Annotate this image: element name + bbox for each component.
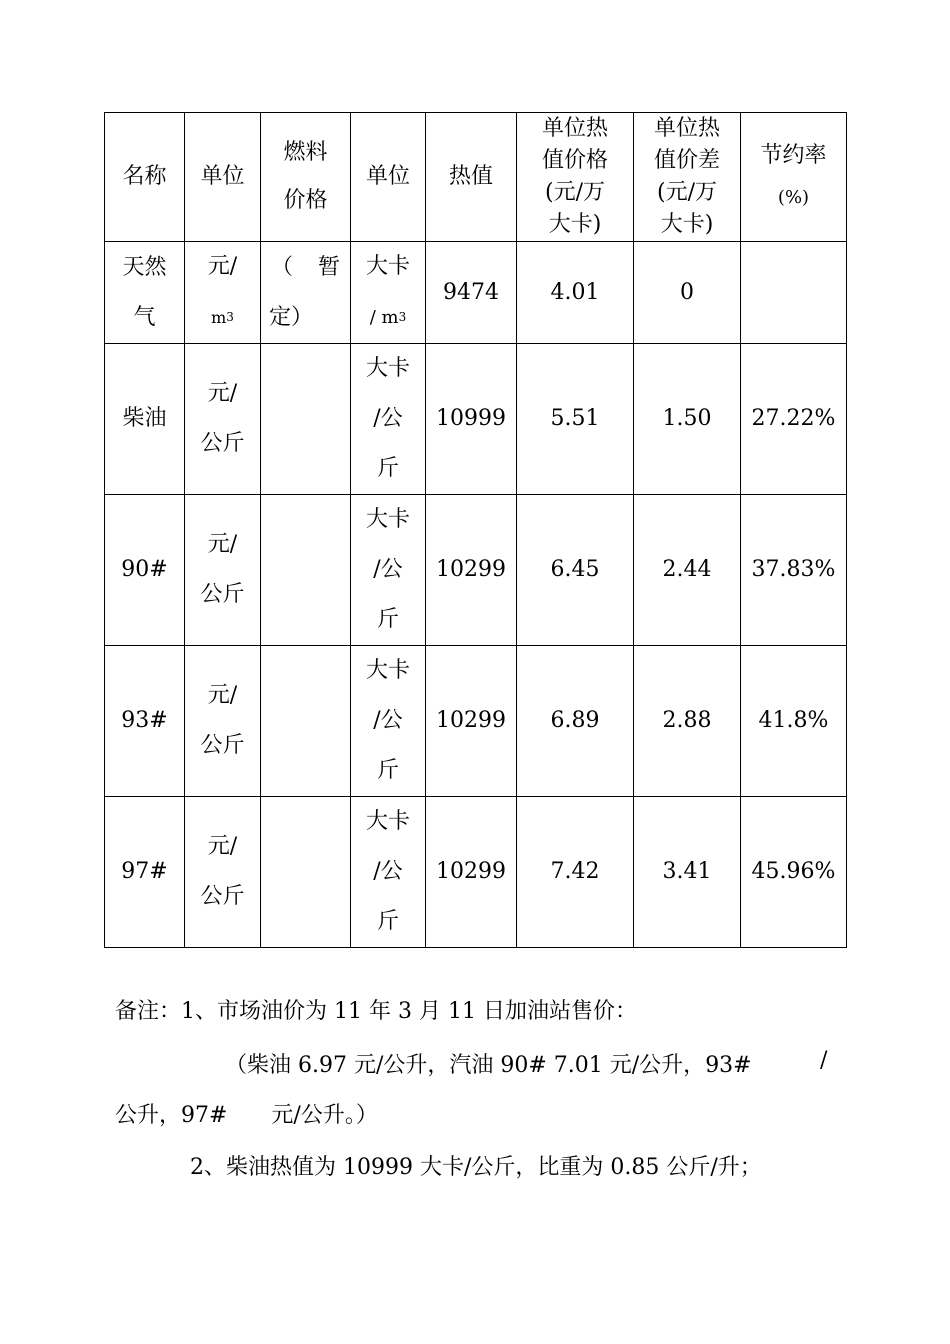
cell-fuel-price: （ 暂 定） xyxy=(261,242,351,344)
fuel-comparison-table xyxy=(104,112,847,948)
cell-saving-rate xyxy=(741,242,847,344)
header-unit-heat-price: 单位热 值价格 (元/万 大卡) xyxy=(517,113,634,242)
cell-unit-heat-price: 7.42 xyxy=(517,797,634,948)
cell-heat-value: 9474 xyxy=(426,242,517,344)
header-unit: 单位 xyxy=(185,113,261,242)
cell-unit: 元/ 公斤 xyxy=(185,797,261,948)
cell-heat-value: 10999 xyxy=(426,344,517,495)
table-row xyxy=(105,242,847,344)
cell-saving-rate: 37.83% xyxy=(741,495,847,646)
cell-name: 柴油 xyxy=(105,344,185,495)
cell-unit2: 大卡 / $m^3$ xyxy=(351,242,426,344)
header-unit-heat-diff: 单位热 值价差 (元/万 大卡) xyxy=(634,113,741,242)
cell-unit2: 大卡 /公 斤 xyxy=(351,495,426,646)
cell-unit-heat-price: 6.89 xyxy=(517,646,634,797)
table-row xyxy=(105,646,847,797)
cell-heat-value: 10299 xyxy=(426,797,517,948)
note-line-1: 备注：1、市场油价为 11 年 3 月 11 日加油站售价： xyxy=(115,999,637,1024)
cell-name: 天然 气 xyxy=(105,242,185,344)
table-row xyxy=(105,495,847,646)
cell-fuel-price xyxy=(261,646,351,797)
cell-unit-heat-diff: 2.44 xyxy=(634,495,741,646)
cell-name: 97# xyxy=(105,797,185,948)
cell-unit: 元/ $m^3$ xyxy=(185,242,261,344)
header-name: 名称 xyxy=(105,113,185,242)
note-line-2-slash: / xyxy=(820,1048,828,1073)
table-row xyxy=(105,344,847,495)
note-line-3: 公升，97# 元/公升。） xyxy=(115,1103,378,1128)
cell-unit-heat-diff: 0 xyxy=(634,242,741,344)
cell-fuel-price xyxy=(261,344,351,495)
note-line-2: （柴油 6.97 元/公升，汽油 90# 7.01 元/公升，93# xyxy=(225,1053,752,1078)
note-line-4: 2、柴油热值为 10999 大卡/公斤，比重为 0.85 公斤/升； xyxy=(190,1155,762,1180)
cell-unit2: 大卡 /公 斤 xyxy=(351,344,426,495)
header-fuel-price: 燃料 价格 xyxy=(261,113,351,242)
header-unit2: 单位 xyxy=(351,113,426,242)
cell-fuel-price xyxy=(261,797,351,948)
cell-unit: 元/ 公斤 xyxy=(185,646,261,797)
cell-unit-heat-price: 5.51 xyxy=(517,344,634,495)
cell-heat-value: 10299 xyxy=(426,495,517,646)
cell-unit2: 大卡 /公 斤 xyxy=(351,646,426,797)
cell-unit2: 大卡 /公 斤 xyxy=(351,797,426,948)
cell-unit: 元/ 公斤 xyxy=(185,495,261,646)
cell-unit-heat-diff: 3.41 xyxy=(634,797,741,948)
cell-unit: 元/ 公斤 xyxy=(185,344,261,495)
table-row xyxy=(105,797,847,948)
table-header-row xyxy=(105,113,847,242)
header-heat-value: 热值 xyxy=(426,113,517,242)
cell-fuel-price xyxy=(261,495,351,646)
cell-saving-rate: 45.96% xyxy=(741,797,847,948)
cell-saving-rate: 41.8% xyxy=(741,646,847,797)
cell-unit-heat-diff: 1.50 xyxy=(634,344,741,495)
cell-name: 90# xyxy=(105,495,185,646)
cell-unit-heat-price: 6.45 xyxy=(517,495,634,646)
header-saving-rate: 节约率 (%) xyxy=(741,113,847,242)
cell-heat-value: 10299 xyxy=(426,646,517,797)
cell-name: 93# xyxy=(105,646,185,797)
cell-saving-rate: 27.22% xyxy=(741,344,847,495)
cell-unit-heat-price: 4.01 xyxy=(517,242,634,344)
cell-unit-heat-diff: 2.88 xyxy=(634,646,741,797)
